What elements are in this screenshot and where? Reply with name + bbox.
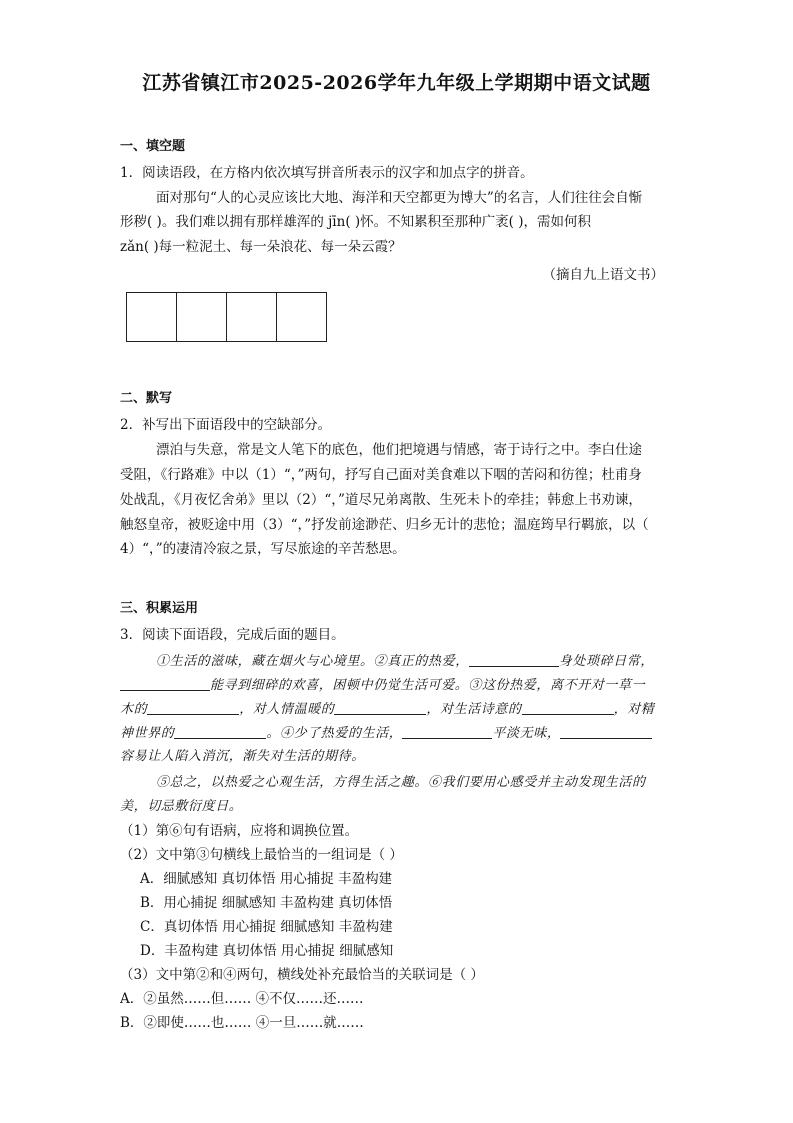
section-heading-fill-in: 一、填空题	[120, 139, 186, 154]
question-2-prompt: 2．补写出下面语段中的空缺部分。	[120, 417, 332, 433]
option-d[interactable]: D．丰盈构建 真切体悟 用心捕捉 细腻感知	[140, 943, 394, 959]
question-1-prompt: 1．阅读语段，在方格内依次填写拼音所表示的汉字和加点字的拼音。	[120, 165, 534, 181]
question-3-prompt: 3．阅读下面语段，完成后面的题目。	[120, 627, 345, 643]
question-3-sub-1: （1）第⑥句有语病，应将和调换位置。	[120, 823, 359, 839]
answer-box[interactable]	[176, 292, 227, 342]
question-1-source: （摘自九上语文书）	[542, 267, 664, 283]
section-heading-dictation: 二、默写	[120, 391, 173, 406]
page-title: 江苏省镇江市2025-2026学年九年级上学期期中语文试题	[142, 72, 651, 94]
fill-blank[interactable]	[522, 700, 614, 715]
answer-box[interactable]	[276, 292, 327, 342]
fill-blank[interactable]	[334, 700, 426, 715]
question-2-passage-line: 受阻，《行路难》中以（1）“，”两句，抒写自己面对美食难以下咽的苦闷和彷徨；杜甫身	[120, 467, 642, 483]
question-2-passage-line: 处战乱，《月夜忆舍弟》里以（2）“，”道尽兄弟离散、生死未卜的牵挂；韩愈上书劝谏，	[120, 492, 642, 508]
fill-blank[interactable]	[402, 724, 492, 739]
option-c[interactable]: C．真切体悟 用心捕捉 细腻感知 丰盈构建	[140, 919, 393, 935]
question-2-passage-line: 4）“，”的凄清冷寂之景，写尽旅途的辛苦愁思。	[120, 541, 406, 557]
question-2-passage-line: 漂泊与失意，常是文人笔下的底色，他们把境遇与情感，寄于诗行之中。李白仕途	[156, 442, 642, 458]
question-3-passage-line: ⑤总之，以热爱之心观生活，方得生活之趣。⑥我们要用心感受并主动发现生活的	[156, 775, 646, 790]
option-a[interactable]: A．②虽然……但…… ④不仅……还……	[120, 991, 364, 1007]
section-heading-application: 三、积累运用	[120, 601, 199, 616]
question-3-passage-line: 木的 ，对人情温暖的 ，对生活诗意的 ，对精	[120, 702, 655, 717]
question-3-passage-line: 神世界的 。④少了热爱的生活， 平淡无味，	[120, 724, 652, 743]
question-3-passage-line: 能寻到细碎的欢喜，困顿中仍觉生活可爱。③这份热爱，离不开对一草一	[120, 676, 645, 695]
answer-grid	[126, 292, 327, 342]
question-1-passage-line: 面对那句“人的心灵应该比大地、海洋和天空都更为博大”的名言，人们往往会自惭	[156, 190, 643, 206]
question-3-passage-line: ①生活的滋味，藏在烟火与心境里。②真正的热爱， 身处琐碎日常，	[156, 654, 655, 669]
answer-box[interactable]	[126, 292, 177, 342]
question-3-sub-2: （2）文中第③句横线上最恰当的一组词是（ ）	[120, 847, 403, 863]
question-1-passage-line: 形秽( )。我们难以拥有那样雄浑的 jīn( )怀。不知累积至那种广袤( )，需如何积	[120, 214, 591, 230]
question-3-passage-line: 美，切忌敷衍度日。	[120, 799, 243, 814]
option-b[interactable]: B．②即使……也…… ④一旦……就……	[120, 1015, 364, 1031]
fill-blank[interactable]	[560, 724, 652, 739]
fill-blank[interactable]	[174, 724, 266, 739]
question-1-passage-line: zǎn( )每一粒泥土、每一朵浪花、每一朵云霞？	[120, 239, 402, 255]
option-b[interactable]: B．用心捕捉 细腻感知 丰盈构建 真切体悟	[140, 895, 393, 911]
fill-blank[interactable]	[469, 652, 559, 667]
question-3-passage-line: 容易让人陷入消沉，渐失对生活的期待。	[120, 749, 365, 764]
option-a[interactable]: A．细腻感知 真切体悟 用心捕捉 丰盈构建	[140, 871, 393, 887]
answer-box[interactable]	[226, 292, 277, 342]
question-2-passage-line: 触怒皇帝，被贬途中用（3）“，”抒发前途渺茫、归乡无计的悲怆；温庭筠早行羁旅，以（	[120, 517, 649, 533]
fill-blank[interactable]	[147, 700, 239, 715]
question-3-sub-3: （3）文中第②和④两句，横线处补充最恰当的关联词是（ ）	[120, 967, 484, 983]
fill-blank[interactable]	[120, 676, 210, 691]
